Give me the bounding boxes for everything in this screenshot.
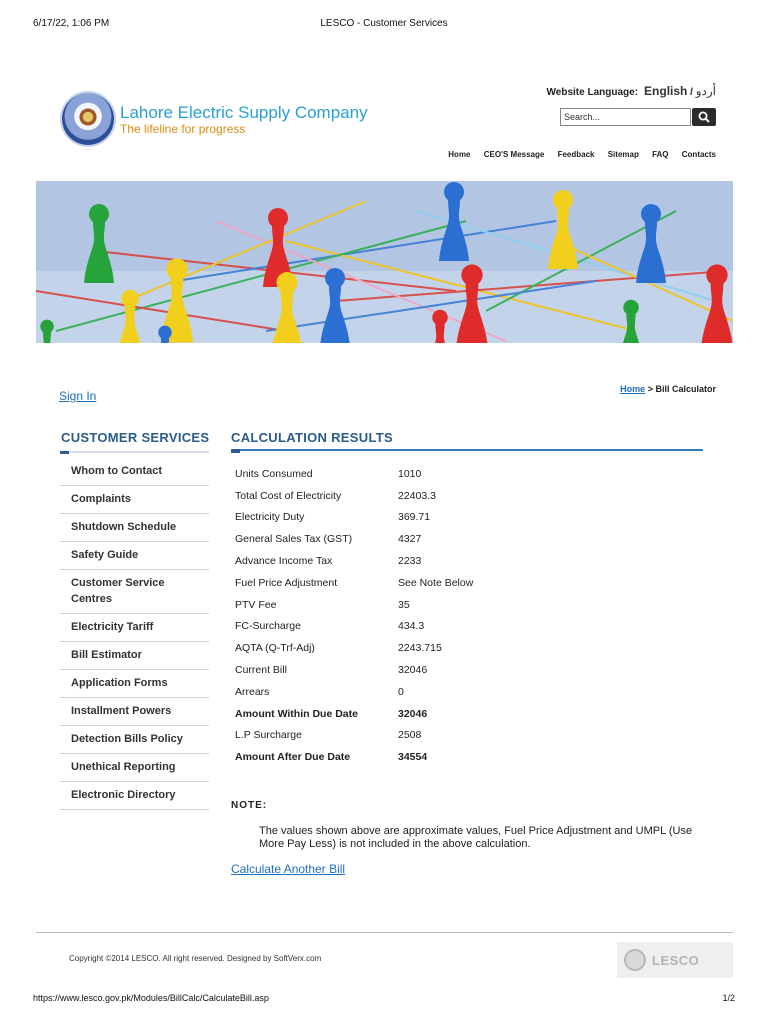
result-value: 0 <box>398 685 404 698</box>
result-value: 34554 <box>398 751 428 764</box>
result-value: 35 <box>398 598 410 611</box>
sidebar-item-customer-service-centres[interactable]: Customer Service Centres <box>60 570 209 614</box>
result-row <box>231 485 473 507</box>
result-row <box>231 637 473 659</box>
note-heading: NOTE: <box>231 800 268 811</box>
result-label: L.P Surcharge <box>235 729 302 742</box>
result-label: AQTA (Q-Trf-Adj) <box>235 642 315 655</box>
sidebar-item-complaints[interactable]: Complaints <box>60 486 209 514</box>
result-label: Advance Income Tax <box>235 555 333 568</box>
result-label: General Sales Tax (GST) <box>235 533 353 546</box>
nav-sitemap[interactable]: Sitemap <box>607 150 639 159</box>
sidebar-item-installment-powers[interactable]: Installment Powers <box>60 698 209 726</box>
language-english-link[interactable]: English <box>644 84 688 98</box>
copyright-text: Copyright ©2014 LESCO. All right reserved. Designed by SoftVerx.com <box>69 954 322 963</box>
sidebar-item-electronic-directory[interactable]: Electronic Directory <box>60 782 209 810</box>
result-row <box>231 746 473 768</box>
result-row <box>231 681 473 703</box>
result-label: Amount After Due Date <box>235 751 351 764</box>
result-row <box>231 703 473 725</box>
result-row <box>231 507 473 529</box>
result-row <box>231 550 473 572</box>
nav-contacts[interactable]: Contacts <box>681 150 716 159</box>
results-title-rule <box>231 449 703 451</box>
sidebar-item-shutdown-schedule[interactable]: Shutdown Schedule <box>60 514 209 542</box>
print-url: https://www.lesco.gov.pk/Modules/BillCalc/CalculateBill.asp <box>33 993 269 1003</box>
sidebar-item-electricity-tariff[interactable]: Electricity Tariff <box>60 614 209 642</box>
result-label: Electricity Duty <box>235 511 305 524</box>
result-label: Fuel Price Adjustment <box>235 576 338 589</box>
breadcrumb <box>620 384 716 394</box>
result-value: 1010 <box>398 467 422 480</box>
note-text: The values shown above are approximate values, Fuel Price Adjustment and UMPL (Use More Pay Less) is not included in the above calculation. <box>259 825 693 850</box>
result-label: Arrears <box>235 685 270 698</box>
nav-feedback[interactable]: Feedback <box>557 150 595 159</box>
search-button[interactable] <box>692 108 716 126</box>
breadcrumb-home-link[interactable]: Home <box>620 384 646 394</box>
company-name[interactable]: Lahore Electric Supply Company <box>120 103 368 122</box>
result-value: 4327 <box>398 533 422 546</box>
sidebar-item-safety-guide[interactable]: Safety Guide <box>60 542 209 570</box>
result-value: 22403.3 <box>398 489 436 502</box>
results-table <box>231 463 473 768</box>
top-nav <box>437 150 716 159</box>
language-switcher <box>547 84 716 98</box>
result-label: Amount Within Due Date <box>235 707 358 720</box>
result-row <box>231 463 473 485</box>
lesco-seal-icon[interactable] <box>62 93 114 145</box>
magnifier-icon <box>698 111 710 123</box>
result-value: 2233 <box>398 555 422 568</box>
sidebar-title-rule <box>60 451 209 453</box>
footer-logo-text: LESCO <box>652 953 700 968</box>
sidebar-item-unethical-reporting[interactable]: Unethical Reporting <box>60 754 209 782</box>
search-input[interactable]: Search... <box>560 108 691 126</box>
sidebar-item-detection-bills-policy[interactable]: Detection Bills Policy <box>60 726 209 754</box>
sidebar-title: CUSTOMER SERVICES <box>61 430 210 445</box>
language-label: Website Language: <box>546 87 639 98</box>
sidebar-menu <box>60 458 209 810</box>
company-tagline: The lifeline for progress <box>120 122 246 136</box>
result-value: 32046 <box>398 664 428 677</box>
calculate-another-bill-link[interactable]: Calculate Another Bill <box>231 862 346 876</box>
result-label: PTV Fee <box>235 598 277 611</box>
print-datetime: 6/17/22, 1:06 PM <box>33 18 110 29</box>
result-row <box>231 725 473 747</box>
result-row <box>231 659 473 681</box>
result-value: 2243.715 <box>398 642 442 655</box>
result-value: 2508 <box>398 729 422 742</box>
sign-in-link[interactable]: Sign In <box>59 389 97 403</box>
result-value: See Note Below <box>398 576 474 589</box>
nav-faq[interactable]: FAQ <box>652 150 669 159</box>
result-label: Units Consumed <box>235 467 313 480</box>
breadcrumb-separator: > <box>647 384 653 394</box>
language-separator: / <box>690 87 693 98</box>
sidebar-item-bill-estimator[interactable]: Bill Estimator <box>60 642 209 670</box>
result-value: 369.71 <box>398 511 431 524</box>
result-value: 434.3 <box>398 620 425 633</box>
result-value: 32046 <box>398 707 428 720</box>
result-row <box>231 528 473 550</box>
sidebar-item-whom-to-contact[interactable]: Whom to Contact <box>60 458 209 486</box>
print-page-number: 1/2 <box>722 993 735 1003</box>
footer-logo[interactable] <box>617 942 733 978</box>
footer-divider <box>36 932 733 933</box>
result-row <box>231 572 473 594</box>
print-page-title: LESCO - Customer Services <box>320 18 448 29</box>
nav-ceo-message[interactable]: CEO'S Message <box>483 150 545 159</box>
breadcrumb-current: Bill Calculator <box>655 384 716 394</box>
result-label: Current Bill <box>235 664 287 677</box>
result-label: FC-Surcharge <box>235 620 301 633</box>
sidebar-item-application-forms[interactable]: Application Forms <box>60 670 209 698</box>
result-row <box>231 616 473 638</box>
result-label: Total Cost of Electricity <box>235 489 342 502</box>
language-urdu-link[interactable]: أردو <box>695 84 716 98</box>
results-title: CALCULATION RESULTS <box>231 430 393 445</box>
banner-image <box>36 181 733 343</box>
lesco-seal-icon <box>624 949 646 971</box>
result-row <box>231 594 473 616</box>
nav-home[interactable]: Home <box>448 150 471 159</box>
